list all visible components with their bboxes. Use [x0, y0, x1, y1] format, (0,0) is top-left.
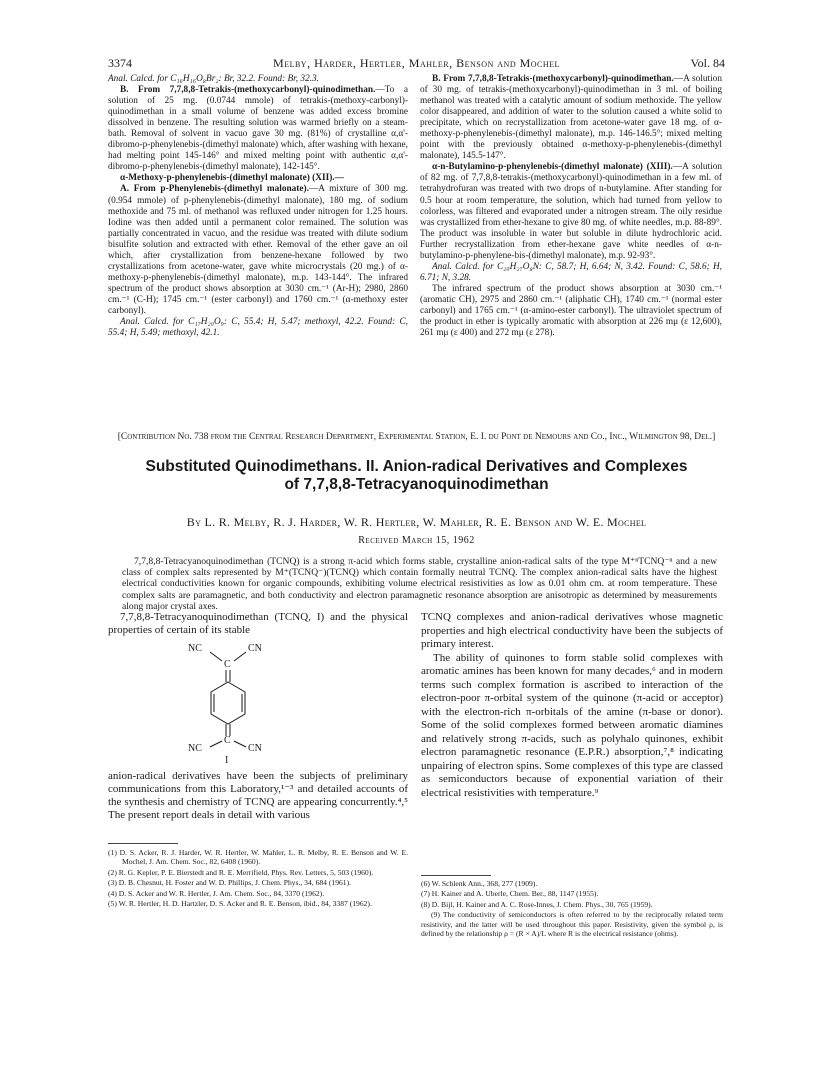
- analysis-paragraph: Anal. Calcd. for C₂₀H₂₇O₈N: C, 58.7; H, 6.64; N, 3.42. Found: C, 58.6; H, 6.71; N, 3.28.: [420, 261, 722, 283]
- c-bottom-label: C: [224, 734, 231, 746]
- experimental-left-column: [108, 74, 408, 339]
- experimental-paragraph: B. From 7,7,8,8-Tetrakis-(methoxycarbonyl)-quinodimethan.—To a solution of 25 mg. (0.0744 mmole) of tetrakis-(methoxy-carbonyl)-quinodimethan in a small volume of benzene was added excess bromine dissolved in benzene. The resulting solution was warmed briefly on a steam-bath. Removal of solvent in vacuo gave 30 mg. (81%) of crystalline α,α'-dibromo-p-phenylenebis-(dimethyl malonate) which, after washing with hexane, had melting point 145-146° and mixed melting point with authentic α,α'-dibromo-p-phenylenebis-(dimethyl malonate), 142-145°.: [108, 85, 408, 173]
- body-right-column: [421, 611, 723, 800]
- footnote: (6) W. Schlenk Ann., 368, 277 (1909).: [421, 879, 538, 888]
- contribution-note: [Contribution No. 738 from the Central Research Department, Experimental Station, E. I. du Pont de Nemours and Co., Inc., Wilmington 98, Del.]: [117, 432, 716, 442]
- running-head: [108, 56, 725, 72]
- bond-cn-top: [234, 652, 246, 661]
- footnote: (7) H. Kainer and A. Uberle, Chem. Ber., 88, 1147 (1955).: [421, 889, 599, 899]
- received-date: Received March 15, 1962: [358, 535, 475, 546]
- footnotes-right: [421, 879, 723, 939]
- footnote: (5) W. R. Hertler, H. D. Hartzler, D. S. Acker and R. E. Benson, ibid., 84, 3387 (1962).: [108, 899, 372, 909]
- tcnq-structure-diagram: [108, 642, 408, 766]
- footnote: (4) D. S. Acker and W. R. Hertler, J. Am. Chem. Soc., 84, 3370 (1962).: [108, 888, 325, 898]
- footnote: (1) D. S. Acker, R. J. Harder, W. R. Hertler, W. Mahler, L. R. Melby, R. E. Benson and W. E. Mochel, J. Am. Chem. Soc., 82, 6408 (1960).: [108, 848, 408, 867]
- body-paragraph: The ability of quinones to form stable solid complexes with aromatic amines has been known for many decades,⁶ and in modern terms such complex formation is ascribed to interaction of the electron-poor π-orbital system of the quinone (π-acid or acceptor) with the electron-rich π-orbitals of the amine (π-base or donor). Some of the solid complexes formed between aromatic diamines and relatively strong π-acids, such as polyhalo quinones, exhibit electron paramagnetic resonance (E.P.R.) absorption,⁷,⁸ indicating unpairing of electron spins. Some complexes of this type are classed as semiconductors because of exponential variation of their electrical resistivities with temperature.⁹: [421, 651, 723, 799]
- footnote: (3) D. B. Chesnut, H. Foster and W. D. Phillips, J. Chem. Phys., 34, 684 (1961).: [108, 878, 352, 888]
- abstract: [122, 556, 717, 612]
- spectrum-paragraph: The infrared spectrum of the product shows absorption at 3030 cm.⁻¹ (aromatic CH), 2975 and 2860 cm.⁻¹ (aliphatic CH), 1740 cm.⁻¹ (normal ester carbonyl) and 1765 cm.⁻¹ (α-amino-ester carbonyl). The ultraviolet spectrum of the product in ether is typically aromatic with absorption at 226 mμ (ε 12,600), 261 mμ (ε 400) and 272 mμ (ε 278).: [420, 283, 722, 339]
- article-title-line-1: Substituted Quinodimethans. II. Anion-radical Derivatives and Complexes: [145, 458, 688, 475]
- body-paragraph: anion-radical derivatives have been the subjects of preliminary communications from this Laboratory,¹⁻³ and detailed accounts of the synthesis and chemistry of TCNQ are appearing concurrently.⁴,⁵ The present report deals in detail with various: [108, 769, 408, 822]
- bond-cn-bottom: [234, 741, 246, 747]
- footnote: (2) R. G. Kepler, P. E. Bierstedt and R. E. Merrifield, Phys. Rev. Letters, 5, 503 (1960).: [108, 867, 374, 877]
- article-title-line-2: of 7,7,8,8-Tetracyanoquinodimethan: [284, 476, 549, 493]
- footnote: (9) The conductivity of semiconductors is often referred to by the reciprocally related term resistivity, and the latter will be used throughout this paper. Resistivity, given the symbol ρ, is defined by the relationship ρ = (R × A)/L where R is the electrical resistance (ohms).: [421, 910, 723, 939]
- analysis-paragraph: Anal. Calcd. for C₁₇H₂₀O₉: C, 55.4; H, 5.47; methoxyl, 42.2. Found: C, 55.4; H, 5.49; methoxyl, 42.1.: [108, 317, 408, 339]
- abstract-text: 7,7,8,8-Tetracyanoquinodimethan (TCNQ) is a strong π-acid which forms stable, crystalline anion-radical salts of the type M⁺ⁿTCNQ⁻ⁿ and a new class of complex salts represented by M⁺(TCNQ⁻)(TCNQ) which contain formally neutral TCNQ. The complex anion-radical salts have the highest electrical conductivities known for organic compounds, exhibiting volume electrical resistivities as low as 0.01 ohm cm. at room temperature. These complex salts are paramagnetic, and both conductivity and electron paramagnetic resonance absorption are anisotropic as determined by measurements along major crystal axes.: [122, 556, 717, 612]
- experimental-paragraph: α-n-Butylamino-p-phenylenebis-(dimethyl malonate) (XIII).—A solution of 82 mg. of 7,7,8,8-tetrakis-(methoxycarbonyl)-quinodimethan in a few ml. of tetrahydrofuran was treated with two drops of n-butylamine. After standing for 0.5 hour at room temperature, the solution, which had turned from yellow to colorless, was filtered and evaporated under a nitrogen stream. The oily residue was crystallized from ether-hexane to give 80 mg. of white needles, m.p. 88-89°. The product was insoluble in water but soluble in dilute hydrochloric acid. Further recrystallization from ether-hexane gave white needles of α-n-butylamino-p-phenylene-bis-(dimethyl malonate), m.p. 92-93°.: [420, 162, 722, 261]
- experimental-right-column: [420, 74, 722, 339]
- cn-top-label: CN: [248, 642, 262, 654]
- body-left-column: [108, 611, 408, 823]
- analysis-paragraph: Anal. Calcd. for C₁₆H₁₆O₈Br₂: Br, 32.2. Found: Br, 32.3.: [108, 74, 320, 84]
- experimental-paragraph: A. From p-Phenylenebis-(dimethyl malonate).—A mixture of 300 mg. (0.954 mmole) of p-phenylenebis-(dimethyl malonate), 180 mg. of sodium methoxide and 75 ml. of methanol was refluxed under nitrogen for 1.25 hours. Iodine was then added until a permanent color remained. The solution was partially concentrated in vacuo, and the residue was treated with dilute sodium bisulfite solution and extracted with ether. Removal of the ether gave an oil which, after crystallization from benzene-hexane followed by two crystallizations from acetone-water, gave white microcrystals (20 mg.) of α-methoxy-p-phenylenebis-(dimethyl malonate), m.p. 143-144°. The infrared spectrum of the product shows absorption at 3030 cm.⁻¹ (Ar-H); 2980, 2860 cm.⁻¹ (C-H); 1745 cm.⁻¹ (ester carbonyl) and 1760 cm.⁻¹ (α-methoxy ester carbonyl).: [108, 184, 408, 316]
- running-head-authors: Melby, Harder, Hertler, Mahler, Benson and Mochel: [273, 56, 560, 70]
- footnote-rule-left: [108, 843, 178, 844]
- body-paragraph: 7,7,8,8-Tetracyanoquinodimethan (TCNQ, I) and the physical properties of certain of its stable: [108, 611, 408, 637]
- experimental-heading: α-Methoxy-p-phenylenebis-(dimethyl malonate) (XII).—: [120, 173, 344, 184]
- quinoid-ring: [211, 682, 245, 724]
- nc-top-label: NC: [188, 642, 202, 654]
- volume-label: Vol. 84: [690, 56, 725, 70]
- nc-bottom-label: NC: [188, 742, 202, 754]
- footnotes-left: [108, 848, 408, 909]
- experimental-paragraph: B. From 7,7,8,8-Tetrakis-(methoxycarbonyl)-quinodimethan.—A solution of 30 mg. of tetrakis-(methoxycarbonyl)-quinodimethan in 3 ml. of boiling methanol was treated with a catalytic amount of sodium methoxide. The yellow color disappeared, and addition of water to the solution caused a white solid to precipitate, which on recrystallization from acetone-water gave 18 mg. of α-methoxy-p-phenylenebis-(dimethyl malonate), m.p. 146-146.5°; mixed melting point with the previously obtained α-methoxy-p-phenylenebis-(dimethyl malonate), 145.5-147°.: [420, 74, 722, 162]
- article-title: [108, 458, 725, 494]
- page-number: 3374: [108, 56, 132, 70]
- compound-label: I: [225, 754, 229, 766]
- footnote-rule-right: [421, 875, 491, 876]
- c-top-label: C: [224, 658, 231, 670]
- bond-nc-top: [210, 652, 222, 661]
- author-byline: By L. R. Melby, R. J. Harder, W. R. Hertler, W. Mahler, R. E. Benson and W. E. Mochel: [186, 515, 647, 529]
- footnote: (8) D. Bijl, H. Kainer and A. C. Rose-Innes, J. Chem. Phys., 30, 765 (1959).: [421, 899, 653, 909]
- cn-bottom-label: CN: [248, 742, 262, 754]
- bond-nc-bottom: [210, 741, 222, 747]
- body-paragraph: TCNQ complexes and anion-radical derivatives whose magnetic properties and high electrical conductivity have been the subjects of primary interest.: [421, 611, 723, 650]
